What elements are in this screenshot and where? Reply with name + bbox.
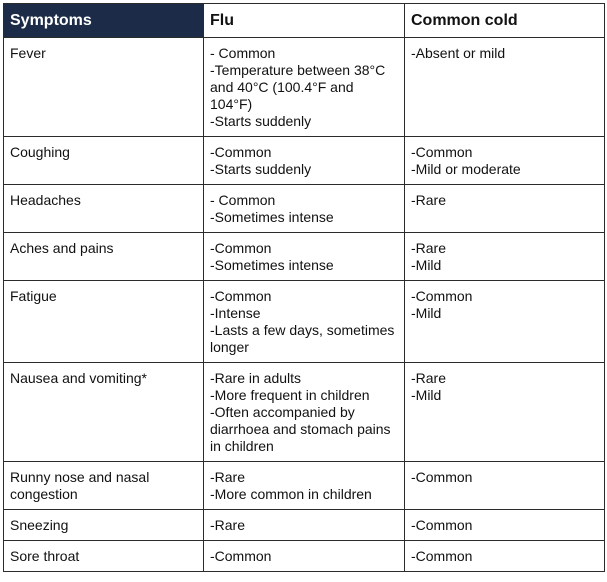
flu-point: -Rare <box>210 517 246 533</box>
flu-point: -Common <box>210 288 272 304</box>
symptom-cell: Aches and pains <box>4 233 204 281</box>
common-cold-point: -Mild <box>411 257 442 273</box>
flu-point: -Rare in adults <box>210 370 302 386</box>
symptom-cell: Coughing <box>4 137 204 185</box>
flu-point: -Temperature between 38°C and 40°C (100.4°F and 104°F) <box>210 62 386 112</box>
table-row <box>4 137 605 185</box>
table-row <box>4 281 605 363</box>
common-cold-point: -Rare <box>411 370 447 386</box>
common-cold-cell <box>405 541 605 572</box>
symptom-comparison-table <box>3 3 605 572</box>
flu-point: -Common <box>210 548 272 564</box>
symptom-cell: Fever <box>4 38 204 137</box>
flu-point: -Lasts a few days, sometimes longer <box>210 322 395 355</box>
common-cold-point: -Common <box>411 144 473 160</box>
table-row <box>4 462 605 510</box>
table-body <box>4 38 605 572</box>
table-row <box>4 541 605 572</box>
symptom-cell: Headaches <box>4 185 204 233</box>
common-cold-point: -Mild <box>411 387 442 403</box>
header-common-cold: Common cold <box>405 4 605 38</box>
common-cold-point: -Mild <box>411 305 442 321</box>
flu-cell <box>204 510 405 541</box>
flu-point: -Starts suddenly <box>210 113 312 129</box>
flu-point: -Intense <box>210 305 261 321</box>
table-row <box>4 363 605 462</box>
flu-cell <box>204 541 405 572</box>
flu-point: -Common <box>210 240 272 256</box>
symptom-cell: Nausea and vomiting* <box>4 363 204 462</box>
common-cold-cell <box>405 137 605 185</box>
flu-cell <box>204 233 405 281</box>
common-cold-point: -Rare <box>411 240 447 256</box>
table-row <box>4 233 605 281</box>
symptom-cell: Fatigue <box>4 281 204 363</box>
flu-point: - Common <box>210 192 276 208</box>
common-cold-cell <box>405 185 605 233</box>
symptom-comparison-table-wrapper <box>3 3 605 572</box>
table-row <box>4 38 605 137</box>
common-cold-point: -Common <box>411 548 473 564</box>
flu-point: -Starts suddenly <box>210 161 312 177</box>
flu-cell <box>204 185 405 233</box>
common-cold-cell <box>405 363 605 462</box>
table-header-row <box>4 4 605 38</box>
common-cold-point: -Rare <box>411 192 447 208</box>
flu-point: -More frequent in children <box>210 387 370 403</box>
common-cold-point: -Common <box>411 517 473 533</box>
header-flu: Flu <box>204 4 405 38</box>
flu-cell <box>204 281 405 363</box>
common-cold-cell <box>405 281 605 363</box>
flu-point: -Sometimes intense <box>210 209 334 225</box>
flu-point: -Often accompanied by diarrhoea and stomach pains in children <box>210 404 391 454</box>
symptom-cell: Runny nose and nasal congestion <box>4 462 204 510</box>
table-row <box>4 185 605 233</box>
flu-point: -Sometimes intense <box>210 257 334 273</box>
flu-point: -Rare <box>210 469 246 485</box>
flu-cell <box>204 38 405 137</box>
header-symptoms: Symptoms <box>4 4 204 38</box>
table-row <box>4 510 605 541</box>
flu-cell <box>204 137 405 185</box>
symptom-cell: Sneezing <box>4 510 204 541</box>
common-cold-point: -Common <box>411 288 473 304</box>
common-cold-cell <box>405 510 605 541</box>
flu-point: - Common <box>210 45 276 61</box>
common-cold-cell <box>405 233 605 281</box>
common-cold-point: -Mild or moderate <box>411 161 521 177</box>
symptom-cell: Sore throat <box>4 541 204 572</box>
flu-point: -More common in children <box>210 486 372 502</box>
common-cold-cell <box>405 38 605 137</box>
common-cold-cell <box>405 462 605 510</box>
common-cold-point: -Common <box>411 469 473 485</box>
flu-cell <box>204 363 405 462</box>
common-cold-point: -Absent or mild <box>411 45 506 61</box>
flu-point: -Common <box>210 144 272 160</box>
flu-cell <box>204 462 405 510</box>
